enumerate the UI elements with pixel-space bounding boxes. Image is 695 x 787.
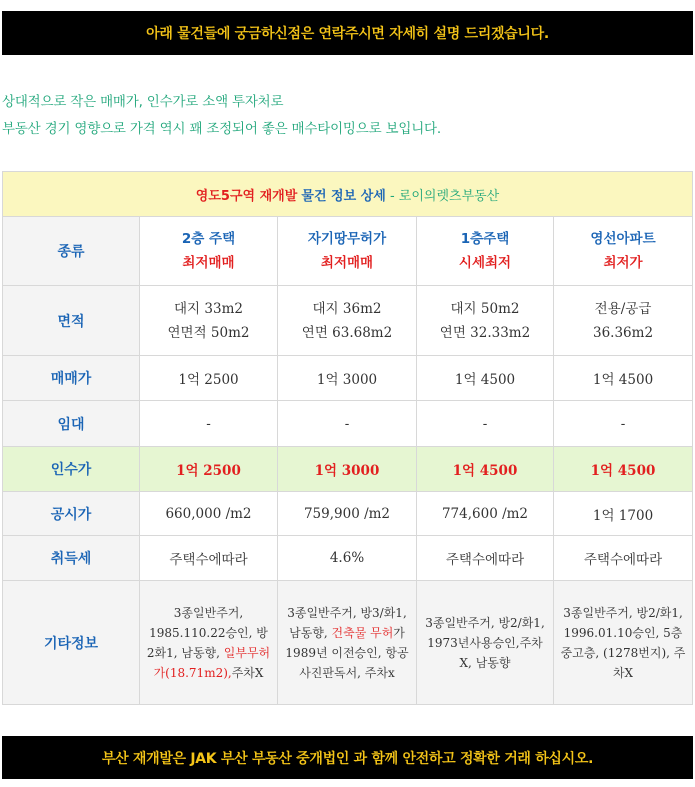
col-4-takeover: 1억 4500 <box>554 447 693 492</box>
col-3-header <box>417 217 554 286</box>
col-4-lease: - <box>554 401 693 447</box>
table-row-etc <box>3 581 693 705</box>
table-title <box>3 172 693 217</box>
table-row-area <box>3 286 693 356</box>
col-3-area-line-1: 대지 50m2 <box>450 300 520 317</box>
col-1-price: 1억 2500 <box>140 356 278 401</box>
col-2-public-price: 759,900 /m2 <box>278 492 417 536</box>
col-3-name: 1층주택 <box>460 231 510 247</box>
title-area: 영도5구역 재개발 <box>195 188 298 204</box>
col-2-etc-text-2: 가 1989년 이전승인, 항공사진판독서, 주차x <box>285 625 409 680</box>
intro-line-2: 부동산 경기 영향으로 가격 역시 꽤 조정되어 좋은 매수타이밍으로 보입니다. <box>2 121 441 137</box>
label-price: 매매가 <box>3 356 140 401</box>
col-2-takeover: 1억 3000 <box>278 447 417 492</box>
col-3-price: 1억 4500 <box>417 356 554 401</box>
title-agency: - 로이의렛츠부동산 <box>389 188 500 204</box>
col-2-etc-highlight: 건축물 무허 <box>331 625 394 640</box>
col-1-acq-tax: 주택수에따라 <box>140 536 278 581</box>
top-banner <box>2 11 693 55</box>
label-lease: 임대 <box>3 401 140 447</box>
col-1-name: 2층 주택 <box>181 231 236 247</box>
col-2-area <box>278 286 417 356</box>
col-1-sub: 최저매매 <box>182 255 235 271</box>
col-4-etc <box>554 581 693 705</box>
col-3-area-line-2: 연면 32.33m2 <box>439 324 531 341</box>
col-4-sub: 최저가 <box>603 255 643 271</box>
col-4-price: 1억 4500 <box>554 356 693 401</box>
table-row-takeover <box>3 447 693 492</box>
label-etc: 기타정보 <box>3 581 140 705</box>
col-3-sub: 시세최저 <box>458 255 512 271</box>
label-type: 종류 <box>3 217 140 286</box>
col-3-etc-text-1: 3종일반주거, 방2/화1, 1973년사용승인,주차X, 남동향 <box>425 615 545 670</box>
col-4-header <box>554 217 693 286</box>
col-3-acq-tax: 주택수에따라 <box>417 536 554 581</box>
col-2-area-line-2: 연면 63.68m2 <box>301 324 393 341</box>
top-banner-text: 아래 물건들에 궁금하신점은 연락주시면 자세히 설명 드리겠습니다. <box>146 26 549 42</box>
col-3-public-price: 774,600 /m2 <box>417 492 554 536</box>
col-1-etc-text-2: 주차X <box>231 665 264 680</box>
label-public-price: 공시가 <box>3 492 140 536</box>
col-3-lease: - <box>417 401 554 447</box>
col-4-name: 영선아파트 <box>590 231 656 247</box>
col-1-public-price: 660,000 /m2 <box>140 492 278 536</box>
col-2-area-line-1: 대지 36m2 <box>312 300 382 317</box>
col-4-area <box>554 286 693 356</box>
col-3-etc <box>417 581 554 705</box>
table-row-acq-tax <box>3 536 693 581</box>
col-2-name: 자기땅무허가 <box>307 231 387 247</box>
label-takeover: 인수가 <box>3 447 140 492</box>
col-3-takeover: 1억 4500 <box>417 447 554 492</box>
bottom-banner <box>2 736 693 779</box>
table-row-price <box>3 356 693 401</box>
col-1-area-line-1: 대지 33m2 <box>174 300 243 317</box>
col-2-etc-text-1: 3종일반주거, 방3/화1, 남동향, <box>287 605 407 640</box>
table-row-type <box>3 217 693 286</box>
col-2-sub: 최저매매 <box>320 255 374 271</box>
col-1-etc-highlight: 일부무허가(18.71m2), <box>153 645 271 680</box>
col-4-area-line-2: 36.36m2 <box>593 324 654 341</box>
col-1-header <box>140 217 278 286</box>
label-acq-tax: 취득세 <box>3 536 140 581</box>
property-table <box>2 171 693 705</box>
label-area: 면적 <box>3 286 140 356</box>
table-row-lease <box>3 401 693 447</box>
title-detail: 물건 정보 상세 <box>301 188 386 204</box>
col-1-area-line-2: 연면적 50m2 <box>167 324 250 341</box>
col-2-acq-tax: 4.6% <box>278 536 417 581</box>
col-2-etc <box>278 581 417 705</box>
col-1-etc-text-1: 3종일반주거, 1985.110.22승인, 방2화1, 남동향, <box>146 605 268 660</box>
col-2-price: 1억 3000 <box>278 356 417 401</box>
col-2-lease: - <box>278 401 417 447</box>
col-4-public-price: 1억 1700 <box>554 492 693 536</box>
col-4-acq-tax: 주택수에따라 <box>554 536 693 581</box>
table-row-public-price <box>3 492 693 536</box>
col-2-header <box>278 217 417 286</box>
col-1-lease: - <box>140 401 278 447</box>
intro-line-1: 상대적으로 작은 매매가, 인수가로 소액 투자처로 <box>2 94 284 110</box>
col-4-etc-text-1: 3종일반주거, 방2/화1, 1996.01.10승인, 5층중고층, (1278번지), 주차X <box>560 605 686 680</box>
table-title-row <box>3 172 693 217</box>
bottom-banner-text: 부산 재개발은 JAK 부산 부동산 중개법인 과 함께 안전하고 정확한 거래 하십시오. <box>101 750 594 767</box>
col-1-takeover: 1억 2500 <box>140 447 278 492</box>
col-1-area <box>140 286 278 356</box>
col-3-area <box>417 286 554 356</box>
col-4-area-line-1: 전용/공급 <box>594 300 652 317</box>
col-1-etc <box>140 581 278 705</box>
